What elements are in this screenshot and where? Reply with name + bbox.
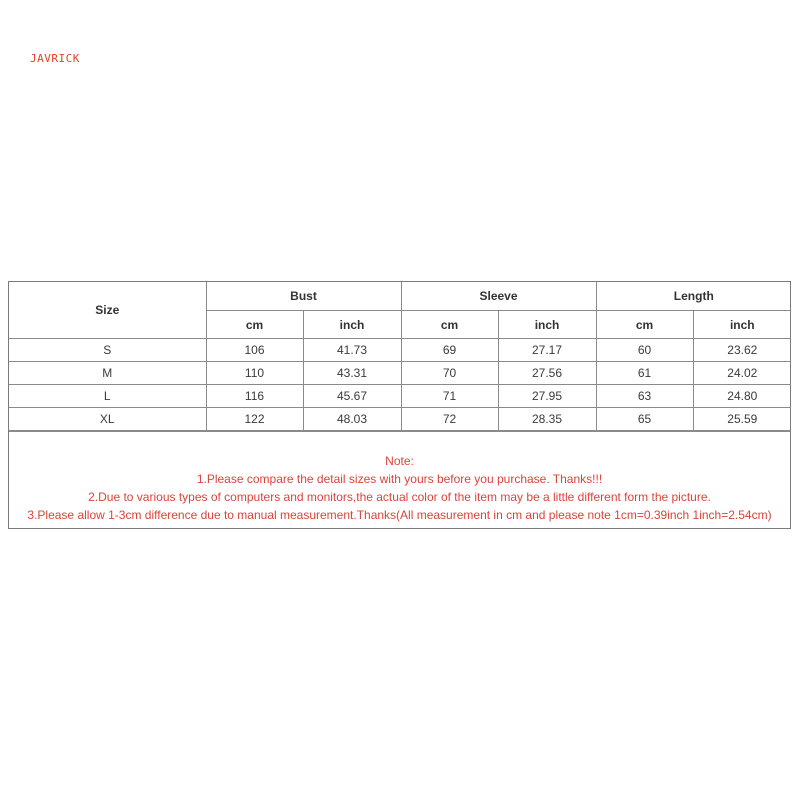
- value-cell: 60: [596, 339, 693, 362]
- notes-title: Note:: [385, 454, 414, 468]
- table-row: [9, 408, 791, 431]
- value-cell: 71: [401, 385, 498, 408]
- value-cell: 110: [206, 362, 303, 385]
- value-cell: 27.17: [498, 339, 596, 362]
- unit-header: cm: [206, 311, 303, 339]
- sleeve-group-header: Sleeve: [401, 282, 596, 311]
- value-cell: 65: [596, 408, 693, 431]
- unit-header: inch: [498, 311, 596, 339]
- notes-section: [9, 431, 790, 528]
- value-cell: 61: [596, 362, 693, 385]
- value-cell: 28.35: [498, 408, 596, 431]
- size-table: [9, 282, 791, 431]
- value-cell: 41.73: [303, 339, 401, 362]
- size-cell: XL: [9, 408, 206, 431]
- size-cell: S: [9, 339, 206, 362]
- size-column-header: Size: [9, 282, 206, 339]
- table-row: [9, 339, 791, 362]
- size-cell: L: [9, 385, 206, 408]
- brand-watermark: JAVRICK: [30, 52, 80, 65]
- value-cell: 69: [401, 339, 498, 362]
- value-cell: 25.59: [693, 408, 791, 431]
- value-cell: 70: [401, 362, 498, 385]
- note-line: 2.Due to various types of computers and monitors,the actual color of the item may be a little different form the picture.: [88, 490, 711, 504]
- value-cell: 116: [206, 385, 303, 408]
- value-cell: 72: [401, 408, 498, 431]
- note-line: 3.Please allow 1-3cm difference due to manual measurement.Thanks(All measurement in cm and please note 1cm=0.39inch 1inch=2.54cm): [27, 508, 772, 522]
- value-cell: 27.95: [498, 385, 596, 408]
- unit-header: inch: [693, 311, 791, 339]
- unit-header: inch: [303, 311, 401, 339]
- value-cell: 43.31: [303, 362, 401, 385]
- table-header-groups: [9, 282, 791, 311]
- length-group-header: Length: [596, 282, 791, 311]
- value-cell: 48.03: [303, 408, 401, 431]
- value-cell: 24.02: [693, 362, 791, 385]
- value-cell: 23.62: [693, 339, 791, 362]
- note-line: 1.Please compare the detail sizes with yours before you purchase. Thanks!!!: [196, 472, 603, 486]
- table-row: [9, 385, 791, 408]
- table-row: [9, 362, 791, 385]
- value-cell: 122: [206, 408, 303, 431]
- value-cell: 106: [206, 339, 303, 362]
- unit-header: cm: [401, 311, 498, 339]
- size-cell: M: [9, 362, 206, 385]
- value-cell: 45.67: [303, 385, 401, 408]
- value-cell: 24.80: [693, 385, 791, 408]
- bust-group-header: Bust: [206, 282, 401, 311]
- size-chart: [8, 281, 791, 529]
- value-cell: 63: [596, 385, 693, 408]
- value-cell: 27.56: [498, 362, 596, 385]
- unit-header: cm: [596, 311, 693, 339]
